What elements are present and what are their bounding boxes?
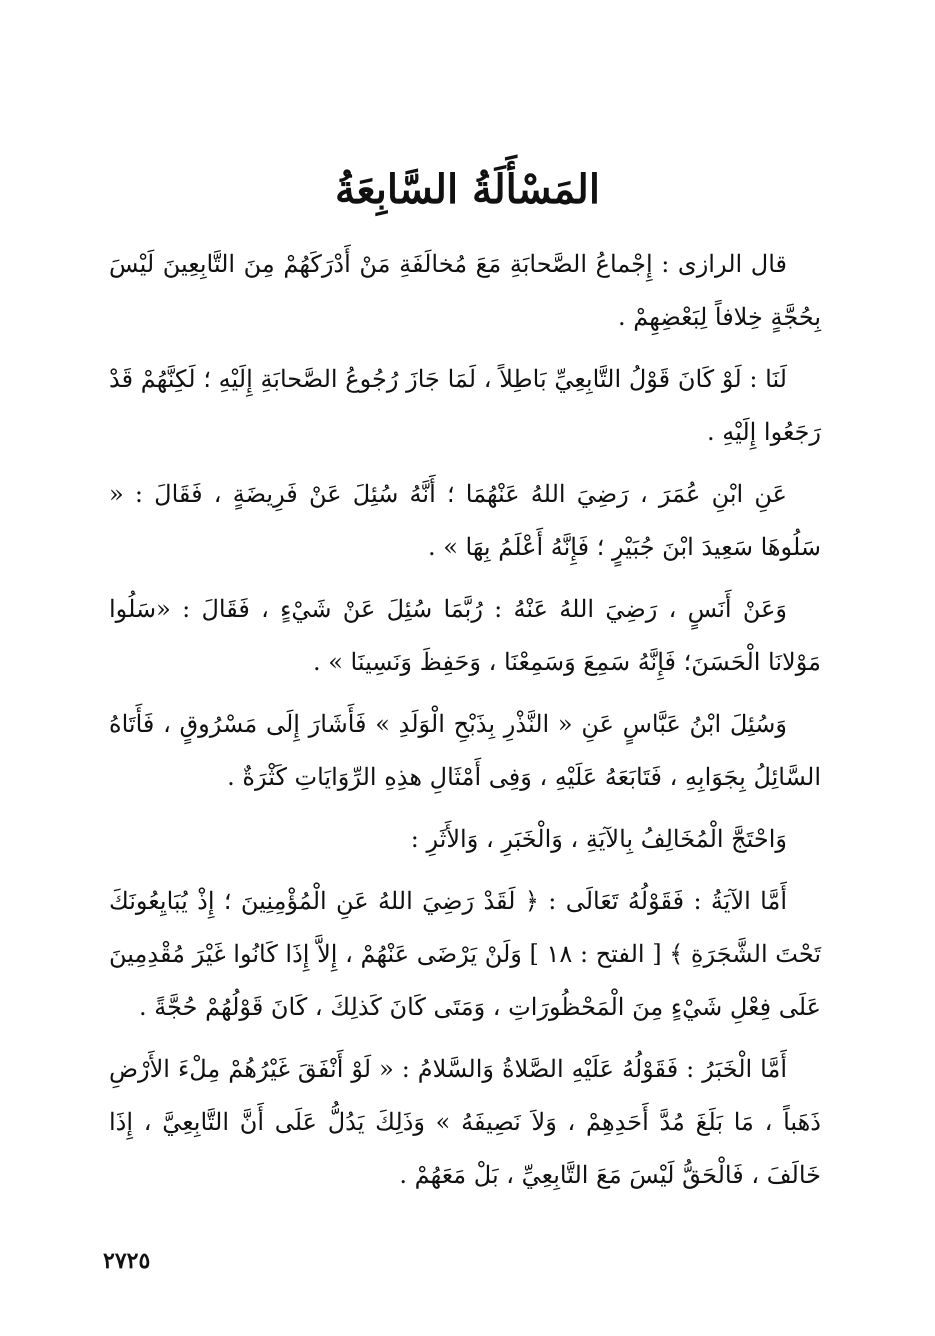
page-number: ٢٧٢٥ [103, 1248, 151, 1274]
section-title: المَسْأَلَةُ السَّابِعَةُ [335, 166, 600, 213]
paragraph-ibn-abbas: وَسُئِلَ ابْنُ عَبَّاسٍ عَنِ « النَّذْرِ بِذَبْحِ الْوَلَدِ » فَأَشَارَ إِلَى مَسْرُوقٍ ، فَأَتَاهُ السَّائِلُ بِجَوَابِهِ ، فَتَابَعَهُ عَلَيْهِ ، وَفِى أَمْثَالِ هذِهِ الرِّوَايَاتِ كَثْرَةٌ . [109, 710, 821, 791]
body-text [109, 238, 821, 1211]
paragraph-anas: وَعَنْ أَنَسٍ ، رَضِيَ اللهُ عَنْهُ : رُبَّمَا سُئِلَ عَنْ شَيْءٍ ، فَقَالَ : «سَلُوا مَوْلانَا الْحَسَنَ؛ فَإِنَّهُ سَمِعَ وَسَمِعْنَا ، وَحَفِظَ وَنَسِينَا » . [109, 595, 821, 676]
paragraph-razi-statement: قال الرازى : إِجْماعُ الصَّحابَةِ مَعَ مُخالَفَةِ مَنْ أَدْرَكَهُمْ مِنَ التَّابِعِينَ لَيْسَ بِحُجَّةٍ خِلافاً لِبَعْضِهِمْ . [109, 250, 821, 331]
paragraph-hadith: أَمَّا الْخَبَرُ : فَقَوْلُهُ عَلَيْهِ الصَّلاةُ وَالسَّلامُ : « لَوْ أَنْفَقَ غَيْرُهُمْ مِلْءَ الأَرْضِ ذَهَباً ، مَا بَلَغَ مُدَّ أَحَدِهِمْ ، وَلاَ نَصِيفَهُ » وَذَلِكَ يَدُلُّ عَلَى أَنَّ التَّابِعِيَّ ، إِذَا خَالَفَ ، فَالْحَقُّ لَيْسَ مَعَ التَّابِعِيِّ ، بَلْ مَعَهُمْ . [109, 1055, 821, 1189]
paragraph-our-argument: لَنَا : لَوْ كَانَ قَوْلُ التَّابِعِيِّ بَاطِلاً ، لَمَا جَازَ رُجُوعُ الصَّحابَةِ إِلَيْهِ ؛ لَكِنَّهُمْ قَدْ رَجَعُوا إِلَيْهِ . [109, 365, 821, 446]
paragraph-verse: أَمَّا الآيَةُ : فَقَوْلُهُ تَعَالَى : ﴿ لَقَدْ رَضِيَ اللهُ عَنِ الْمُؤْمِنِينَ ؛ إِذْ يُبَايِعُونَكَ تَحْتَ الشَّجَرَةِ ﴾ [ الفتح : ١٨ ] وَلَنْ يَرْضَى عَنْهُمْ ، إِلاَّ إِذَا كَانُوا غَيْرَ مُقْدِمِينَ عَلَى فِعْلِ شَيْءٍ مِنَ الْمَحْظُورَاتِ ، وَمَتَى كَانَ كَذلِكَ ، كَانَ قَوْلُهُمْ حُجَّةً . [109, 887, 822, 1021]
paragraph-ibn-umar: عَنِ ابْنِ عُمَرَ ، رَضِيَ اللهُ عَنْهُمَا ؛ أَنَّهُ سُئِلَ عَنْ فَرِيضَةٍ ، فَقَالَ : « سَلُوهَا سَعِيدَ ابْنَ جُبَيْرٍ ؛ فَإِنَّهُ أَعْلَمُ بِهَا » . [109, 480, 821, 561]
paragraph-opponent-evidence: وَاحْتَجَّ الْمُخَالِفُ بِالآيَةِ ، وَالْخَبَرِ ، وَالأَثَرِ : [410, 825, 787, 853]
